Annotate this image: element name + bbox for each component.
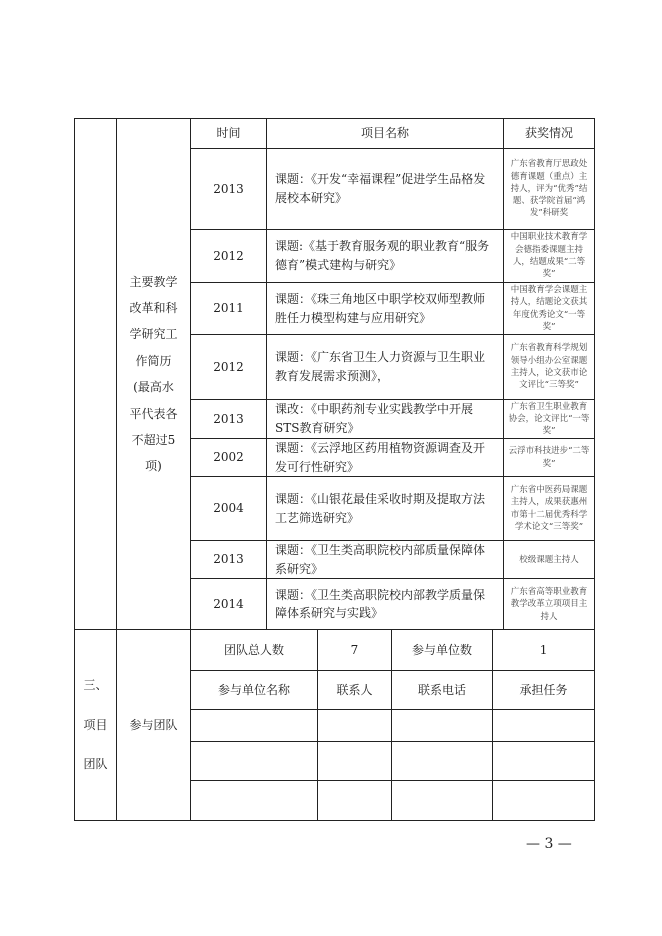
empty-cell	[75, 119, 117, 630]
year: 2013	[191, 149, 267, 230]
empty-cell	[493, 710, 595, 742]
project-name: 课题：《卫生类高职院校内部质量保障体系研究》	[267, 541, 504, 579]
empty-cell	[392, 742, 493, 781]
year: 2011	[191, 283, 267, 335]
project-name: 课题:《基于教育服务观的职业教育“服务德育”模式建构与研究》	[267, 230, 504, 283]
project-name: 课题：《山银花最佳采收时期及提取方法工艺筛选研究》	[267, 477, 504, 541]
year: 2013	[191, 400, 267, 439]
header-award: 获奖情况	[504, 119, 595, 149]
units-label: 参与单位数	[392, 630, 493, 671]
award: 云浮市科技进步“二等奖”	[504, 439, 595, 477]
award: 校级课题主持人	[504, 541, 595, 579]
team-section-label: 三、项目团队	[75, 630, 117, 821]
total-value: 7	[318, 630, 392, 671]
year: 2002	[191, 439, 267, 477]
project-name: 课题：《广东省卫生人力资源与卫生职业教育发展需求预测》，	[267, 335, 504, 400]
empty-cell	[191, 710, 318, 742]
empty-cell	[392, 710, 493, 742]
empty-cell	[318, 781, 392, 821]
section-label: 主要教学改革和科学研究工作简历(最高水平代表各不超过5项)	[117, 119, 191, 630]
year: 2012	[191, 230, 267, 283]
project-name: 课题：《开发“幸福课程”促进学生品格发展校本研究》	[267, 149, 504, 230]
project-name: 课题：《卫生类高职院校内部教学质量保障体系研究与实践》	[267, 579, 504, 630]
award: 中国教育学会课题主持人，结题论文获其年度优秀论文“一等奖”	[504, 283, 595, 335]
award: 广东省中医药局课题主持人，成果获惠州市第十二届优秀科学学术论文“三等奖”	[504, 477, 595, 541]
year: 2014	[191, 579, 267, 630]
units-value: 1	[493, 630, 595, 671]
empty-cell	[493, 742, 595, 781]
project-name: 课题：《珠三角地区中职学校双师型教师胜任力模型构建与应用研究》	[267, 283, 504, 335]
project-name: 课题：《云浮地区药用植物资源调查及开发可行性研究》	[267, 439, 504, 477]
empty-cell	[392, 781, 493, 821]
award: 广东省高等职业教育教学改革立项项目主持人	[504, 579, 595, 630]
total-label: 团队总人数	[191, 630, 318, 671]
col-phone: 联系电话	[392, 671, 493, 710]
col-unit: 参与单位名称	[191, 671, 318, 710]
year: 2004	[191, 477, 267, 541]
empty-cell	[191, 742, 318, 781]
page-number: — 3 —	[526, 836, 572, 852]
year: 2012	[191, 335, 267, 400]
award: 中国职业技术教育学会德指委课题主持人，结题成果“二等奖”	[504, 230, 595, 283]
team-label: 参与团队	[117, 630, 191, 821]
header-project: 项目名称	[267, 119, 504, 149]
award: 广东省教育科学规划领导小组办公室课题主持人，论文获市论文评比“三等奖”	[504, 335, 595, 400]
year: 2013	[191, 541, 267, 579]
award: 广东省卫生职业教育协会，论文评比“一等奖”	[504, 400, 595, 439]
col-contact: 联系人	[318, 671, 392, 710]
empty-cell	[318, 742, 392, 781]
col-task: 承担任务	[493, 671, 595, 710]
project-name: 课改：《中职药剂专业实践教学中开展STS教育研究》	[267, 400, 504, 439]
header-time: 时间	[191, 119, 267, 149]
empty-cell	[191, 781, 318, 821]
award: 广东省教育厅思政处德育课题（重点）主持人，评为“优秀”结题、获学院首届“鸿发”科研奖	[504, 149, 595, 230]
empty-cell	[318, 710, 392, 742]
empty-cell	[493, 781, 595, 821]
project-table	[74, 118, 595, 821]
